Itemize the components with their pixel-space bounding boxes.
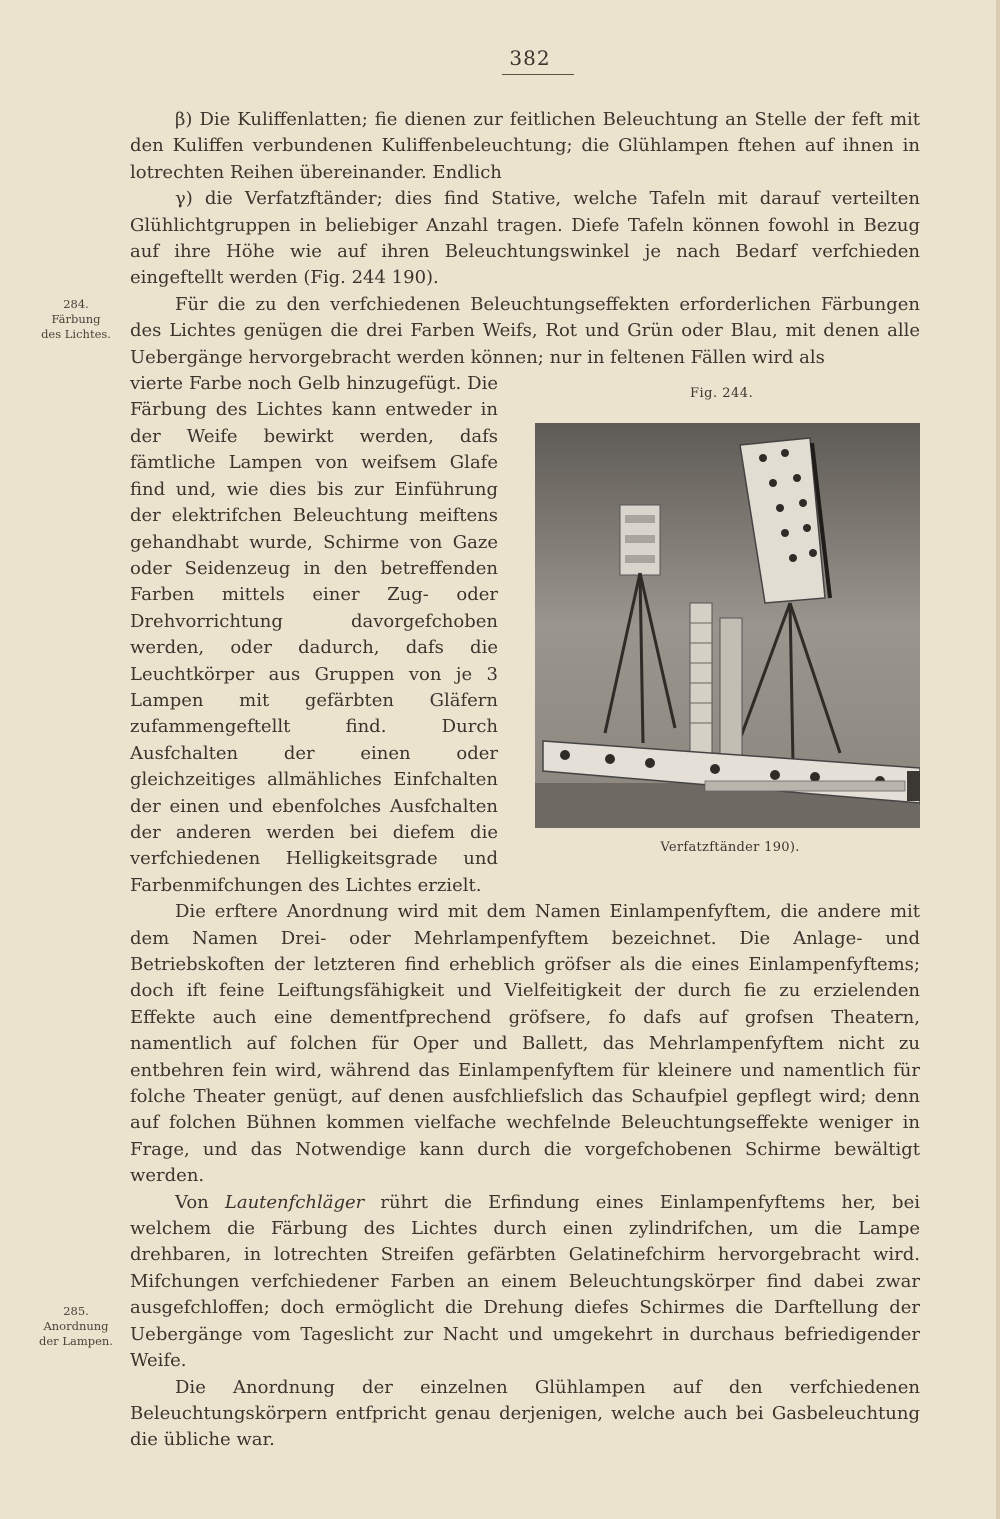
page-number-rule: [502, 74, 574, 75]
page-number: 382: [509, 46, 551, 70]
name-lautenschlaeger: Lautenfchläger: [224, 1191, 365, 1213]
paragraph-faerbung-intro: Für die zu den verfchiedenen Beleuchtungseffekten erforderlichen Färbungen des Lichtes genügen die drei Farben Weifs, Rot und Grün oder Blau, mit denen alle Uebergänge hervorgebracht werden können; nur in feltenen Fällen wird als: [130, 293, 920, 368]
paragraph-lautenschlaeger: [130, 1190, 920, 1375]
figure-caption: Verfatzftänder 190).: [660, 840, 800, 855]
margin-note-number: 285.: [63, 1304, 89, 1318]
paragraph-verfatzstaender: γ) die Verfatzftänder; dies find Stative, welche Tafeln mit darauf verteilten Glühlichtgruppen in beliebiger Anzahl tragen. Diefe Tafeln können fowohl in Bezug auf ihre Höhe wie auf ihren Beleuchtungswinkel je nach Bedarf verfchieden eingeftellt werden (Fig. 244 190).: [130, 188, 920, 289]
paragraph-anordnung: Die Anordnung der einzelnen Glühlampen auf den verfchiedenen Beleuchtungskörpern entfpricht genau derjenigen, welche auch bei Gasbeleuchtung die übliche war.: [130, 1376, 920, 1451]
margin-note-line: des Lichtes.: [41, 327, 111, 341]
figure-label: Fig. 244.: [690, 386, 754, 401]
margin-note-line: der Lampen.: [39, 1334, 113, 1348]
body-text: [130, 107, 920, 1454]
paragraph-faerbung-wrapped: vierte Farbe noch Gelb hinzugefügt. Die Färbung des Lichtes kann entweder in der Weife bewirkt werden, dafs fämtliche Lampen von weifsem Glafe find und, wie dies bis zur Einführung der elektrifchen Beleuchtung meiftens gehandhabt wurde, Schirme von Gaze oder Seidenzeug in den betreffenden Farben mittels einer Zug- oder Drehvorrichtung davorgefchoben werden, oder dadurch, dafs die Leuchtkörper aus Gruppen von je 3 Lampen mit gefärbten Gläfern zufammengeftellt find. Durch Ausfchalten der einen oder gleichzeitiges allmähliches Einfchalten der einen und ebenfolches Ausfchalten der anderen werden bei diefem die verfchiedenen Helligkeitsgrade und Farbenmifchungen des Lichtes erzielt.: [130, 373, 498, 896]
paragraph-lautenschlaeger-post: rührt die Erfindung eines Einlampenfyftems her, bei welchem die Färbung des Lichtes durch einen zylindrifchen, um die Lampe drehbaren, in lotrechten Streifen gefärbten Gelatinefchirm hervorgebracht wird. Mifchungen verfchiedener Farben an einem Beleuchtungskörper find dabei zwar ausgefchloffen; doch ermöglicht die Drehung diefes Schirmes die Darftellung der Uebergänge vom Tageslicht zur Nacht und umgekehrt in durchaus befriedigender Weife.: [130, 1191, 920, 1372]
margin-note-284: [30, 297, 122, 342]
paragraph-kuliffenlatten: β) Die Kuliffenlatten; fie dienen zur feitlichen Beleuchtung an Stelle der feft mit den Kuliffen verbundenen Kuliffenbeleuchtung; die Glühlampen ftehen auf ihnen in lotrechten Reihen übereinander. Endlich: [130, 109, 920, 183]
margin-note-285: [30, 1304, 122, 1349]
margin-note-number: 284.: [63, 297, 89, 311]
paragraph-lampensysteme: Die erftere Anordnung wird mit dem Namen Einlampenfyftem, die andere mit dem Namen Drei- oder Mehrlampenfyftem bezeichnet. Die Anlage- und Betriebskoften der letzteren find erheblich gröfser als die eines Einlampenfyftems; doch ift feine Leiftungsfähigkeit und Vielfeitigkeit der durch fie zu erzielenden Effekte auch eine dementfprechend gröfsere, fo dafs auf grofsen Theatern, namentlich auf folchen für Oper und Ballett, das Mehrlampenfyftem nicht zu entbehren fein wird, während das Einlampenfyftem für kleinere und namentlich für folche Theater genügt, auf denen ausfchliefslich das Schaufpiel gepflegt wird; denn auf folchen Bühnen kommen vielfache wechfelnde Beleuchtungseffekte weniger in Frage, und das Notwendige kann durch die vorgefchobenen Schirme bewältigt werden.: [130, 901, 920, 1187]
page-edge: [996, 0, 1000, 1519]
margin-note-line: Anordnung: [43, 1319, 109, 1333]
paragraph-lautenschlaeger-pre: Von: [175, 1191, 209, 1213]
margin-note-line: Färbung: [51, 312, 101, 326]
